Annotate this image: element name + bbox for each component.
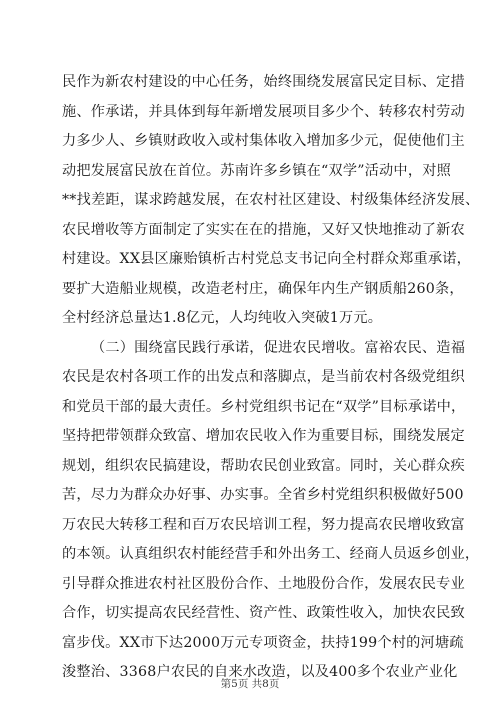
text-line: 和党员干部的最大责任。乡村党组织书记在“双学”目标承诺中， <box>62 398 466 415</box>
text-line: 力多少人、乡镇财政收入或村集体收入增加多少元，促使他们主 <box>62 133 465 149</box>
text-line: 农民增收等方面制定了实实在在的措施，又好又快地推动了新农 <box>62 221 465 238</box>
text-line: 富步伐。XX市下达2000万元专项资金，扶持199个村的河塘疏 <box>62 634 464 651</box>
text-line: 引导群众推进农村社区股份合作、土地股份合作，发展农民专业 <box>62 575 465 592</box>
text-line: 要扩大造船业规模，改造老村庄，确保年内生产钢质船260条， <box>62 280 464 297</box>
text-line: 农民是农村各项工作的出发点和落脚点，是当前农村各级党组织 <box>62 369 465 385</box>
text-line: 民作为新农村建设的中心任务，始终围绕发展富民定目标、定措 <box>62 74 465 90</box>
text-line: 浚整治、3368户农民的自来水改造，以及400多个农业产业化 <box>62 664 458 680</box>
text-line: 的本领。认真组织农村能经营手和外出务工、经商人员返乡创业， <box>62 546 480 562</box>
text-line: 合作，切实提高农民经营性、资产性、政策性收入，加快农民致 <box>62 605 465 621</box>
text-line: 万农民大转移工程和百万农民培训工程，努力提高农民增收致富 <box>62 516 465 533</box>
text-line: 规划，组织农民搞建设，帮助农民创业致富。同时，关心群众疾 <box>62 457 465 474</box>
text-line: 苦，尽力为群众办好事、办实事。全省乡村党组织积极做好500 <box>62 487 464 503</box>
text-line: **找差距，谋求跨越发展，在农村社区建设、村级集体经济发展、 <box>62 192 480 208</box>
text-line: 村建设。XX县区廉贻镇析古村党总支书记向全村群众郑重承诺， <box>62 251 472 267</box>
page-number-footer: 第5页 共8页 <box>220 678 280 690</box>
text-line: 施、作承诺，并具体到每年新增发展项目多少个、转移农村劳动 <box>62 103 465 120</box>
body-text <box>62 68 480 688</box>
paragraph-heading-line: （二）围绕富民践行承诺，促进农民增收。富裕农民、造福 <box>91 339 466 356</box>
text-line: 全村经济总量达1.8亿元，人均纯收入突破1万元。 <box>62 310 383 326</box>
text-line: 动把发展富民放在首位。苏南许多乡镇在“双学”活动中，对照 <box>62 162 451 179</box>
text-line: 坚持把带领群众致富、增加农民收入作为重要目标，围绕发展定 <box>62 428 465 444</box>
